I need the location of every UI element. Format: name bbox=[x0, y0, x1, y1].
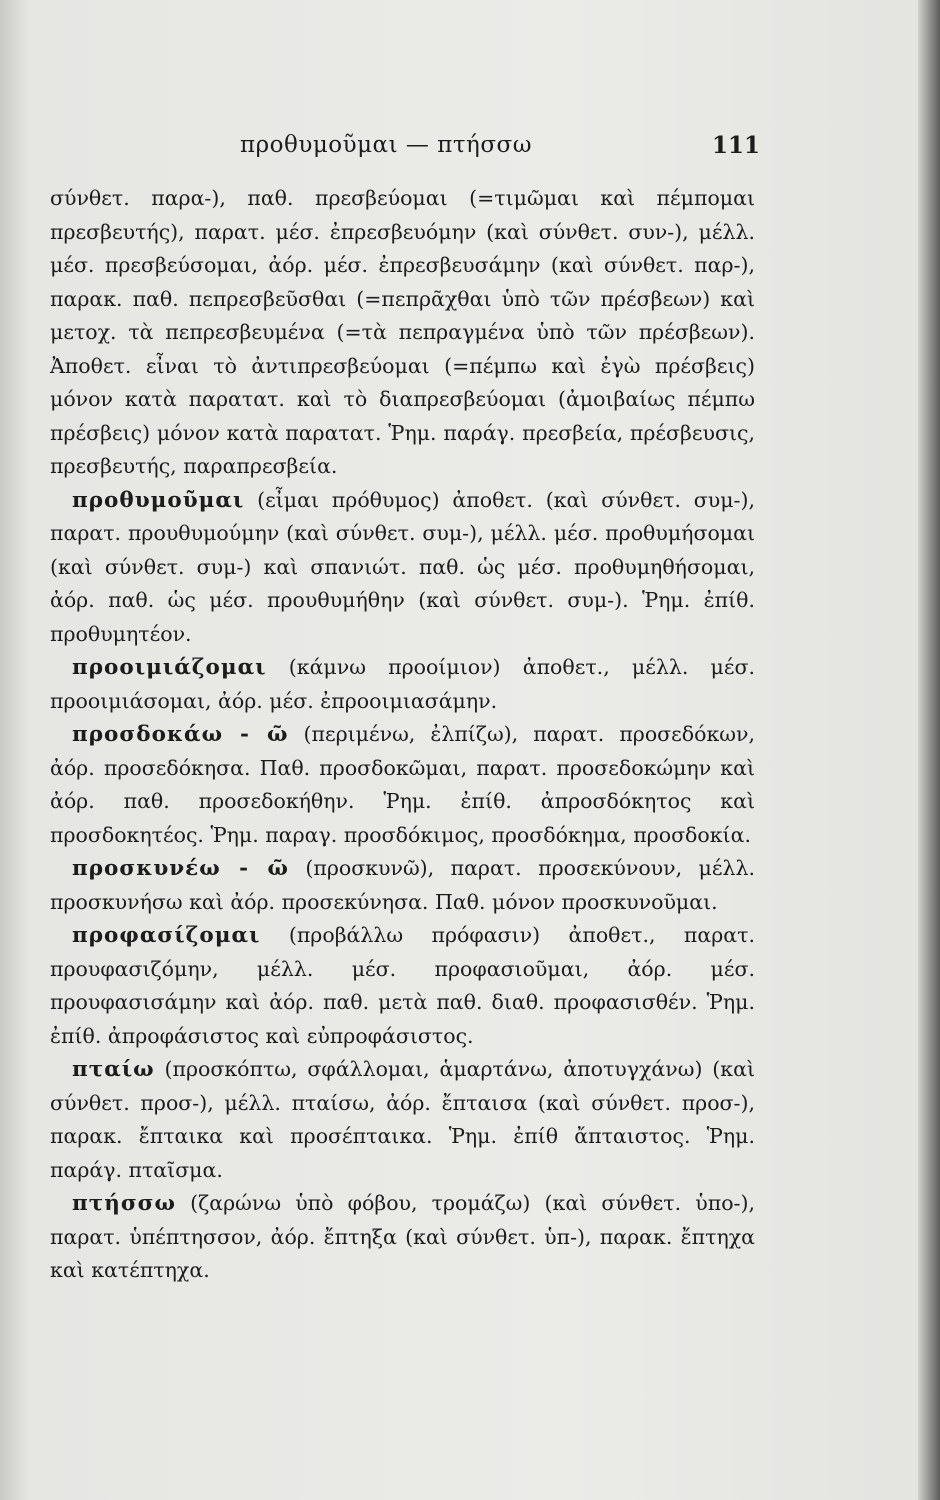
entry-lemma: προσκυνέω - ῶ bbox=[72, 856, 289, 881]
entry-body: (προβάλλω πρόφασιν) ἀποθετ., παρατ. προυφασιζόμην, μέλλ. μέσ. προφασιοῦμαι, ἀόρ. μέσ. προυφασισάμην καὶ ἀόρ. παθ. μετὰ παθ. διαθ. προφασισθέν. Ῥημ. ἐπίθ. ἀπροφάσιστος καὶ εὐπροφάσιστος. bbox=[50, 923, 755, 1048]
dictionary-entry bbox=[50, 1187, 755, 1288]
entry-body: (περιμένω, ἐλπίζω), παρατ. προσεδόκων, ἀόρ. προσεδόκησα. Παθ. προσδοκῶμαι, παρατ. προσεδοκώμην καὶ ἀόρ. παθ. προσεδοκήθην. Ῥημ. ἐπίθ. ἀπροσδόκητος καὶ προσδοκητέος. Ῥημ. παραγ. προσδόκιμος, προσδόκημα, προσδοκία. bbox=[50, 722, 755, 847]
dictionary-text bbox=[50, 182, 755, 1288]
page-edge-shadow bbox=[918, 0, 940, 1500]
dictionary-entry bbox=[50, 718, 755, 852]
entry-body: (προσκυνῶ), παρατ. προσεκύνουν, μέλλ. προσκυνήσω καὶ ἀόρ. προσεκύνησα. Παθ. μόνον προσκυνοῦμαι. bbox=[50, 856, 755, 914]
entry-lemma: πτήσσω bbox=[72, 1191, 177, 1216]
entry-body: (προσκόπτω, σφάλλομαι, ἁμαρτάνω, ἀποτυγχάνω) (καὶ σύνθετ. προσ-), μέλλ. πταίσω, ἀόρ. ἔπταισα (καὶ σύνθετ. προσ-), παρακ. ἔπταικα καὶ προσέπταικα. Ῥημ. ἐπίθ ἄπταιστος. Ῥημ. παράγ. πταῖσμα. bbox=[50, 1057, 755, 1182]
dictionary-entry bbox=[50, 852, 755, 919]
entry-lemma: προσδοκάω - ῶ bbox=[72, 722, 289, 747]
entry-body: (εἶμαι πρόθυμος) ἀποθετ. (καὶ σύνθετ. συμ-), παρατ. προυθυμούμην (καὶ σύνθετ. συμ-), μέλλ. μέσ. προθυμήσομαι (καὶ σύνθετ. συμ-) καὶ σπανιώτ. παθ. ὡς μέσ. προθυμηθήσομαι, ἀόρ. παθ. ὡς μέσ. προυθυμήθην (καὶ σύνθετ. συμ-). Ῥημ. ἐπίθ. προθυμητέον. bbox=[50, 487, 755, 646]
dictionary-entry bbox=[50, 919, 755, 1053]
dictionary-entry bbox=[50, 651, 755, 718]
dictionary-entry bbox=[50, 484, 755, 652]
entry-body: σύνθετ. παρα-), παθ. πρεσβεύομαι (=τιμῶμαι καὶ πέμπομαι πρεσβευτής), παρατ. μέσ. ἐπρεσβευόμην (καὶ σύνθετ. συν-), μέλλ. μέσ. πρεσβεύσομαι, ἀόρ. μέσ. ἐπρεσβευσάμην (καὶ σύνθετ. παρ-), παρακ. παθ. πεπρεσβεῦσθαι (=πεπρᾶχθαι ὑπὸ τῶν πρέσβεων) καὶ μετοχ. τὰ πεπρεσβευμένα (=τὰ πεπραγμένα ὑπὸ τῶν πρέσβεων). Ἀποθετ. εἶναι τὸ ἀντιπρεσβεύομαι (=πέμπω καὶ ἐγὼ πρέσβεις) μόνον κατὰ παρατατ. καὶ τὸ διαπρεσβεύομαι (ἀμοιβαίως πέμπω πρέσβεις) μόνον κατὰ παρατατ. Ῥημ. παράγ. πρεσβεία, πρέσβευσις, πρεσβευτής, παραπρεσβεία. bbox=[50, 186, 755, 478]
entry-lemma: προφασίζομαι bbox=[72, 923, 261, 948]
entry-lemma: προοιμιάζομαι bbox=[72, 655, 267, 680]
entry-lemma: προθυμοῦμαι bbox=[72, 487, 245, 513]
entry-body: (ζαρώνω ὑπὸ φόβου, τρομάζω) (καὶ σύνθετ. ὑπο-), παρατ. ὑπέπτησσον, ἀόρ. ἔπτηξα (καὶ σύνθετ. ὑπ-), παρακ. ἔπτηχα καὶ κατέπτηχα. bbox=[50, 1191, 755, 1282]
running-head: προθυμοῦμαι — πτήσσω bbox=[240, 132, 532, 158]
page-number: 111 bbox=[711, 132, 760, 159]
dictionary-entry-continued bbox=[50, 182, 755, 484]
page-header bbox=[70, 128, 760, 168]
entry-body: (κάμνω προοίμιον) ἀποθετ., μέλλ. μέσ. προοιμιάσομαι, ἀόρ. μέσ. ἐπροοιμιασάμην. bbox=[50, 655, 755, 713]
entry-lemma: πταίω bbox=[72, 1057, 155, 1082]
dictionary-entry bbox=[50, 1053, 755, 1187]
